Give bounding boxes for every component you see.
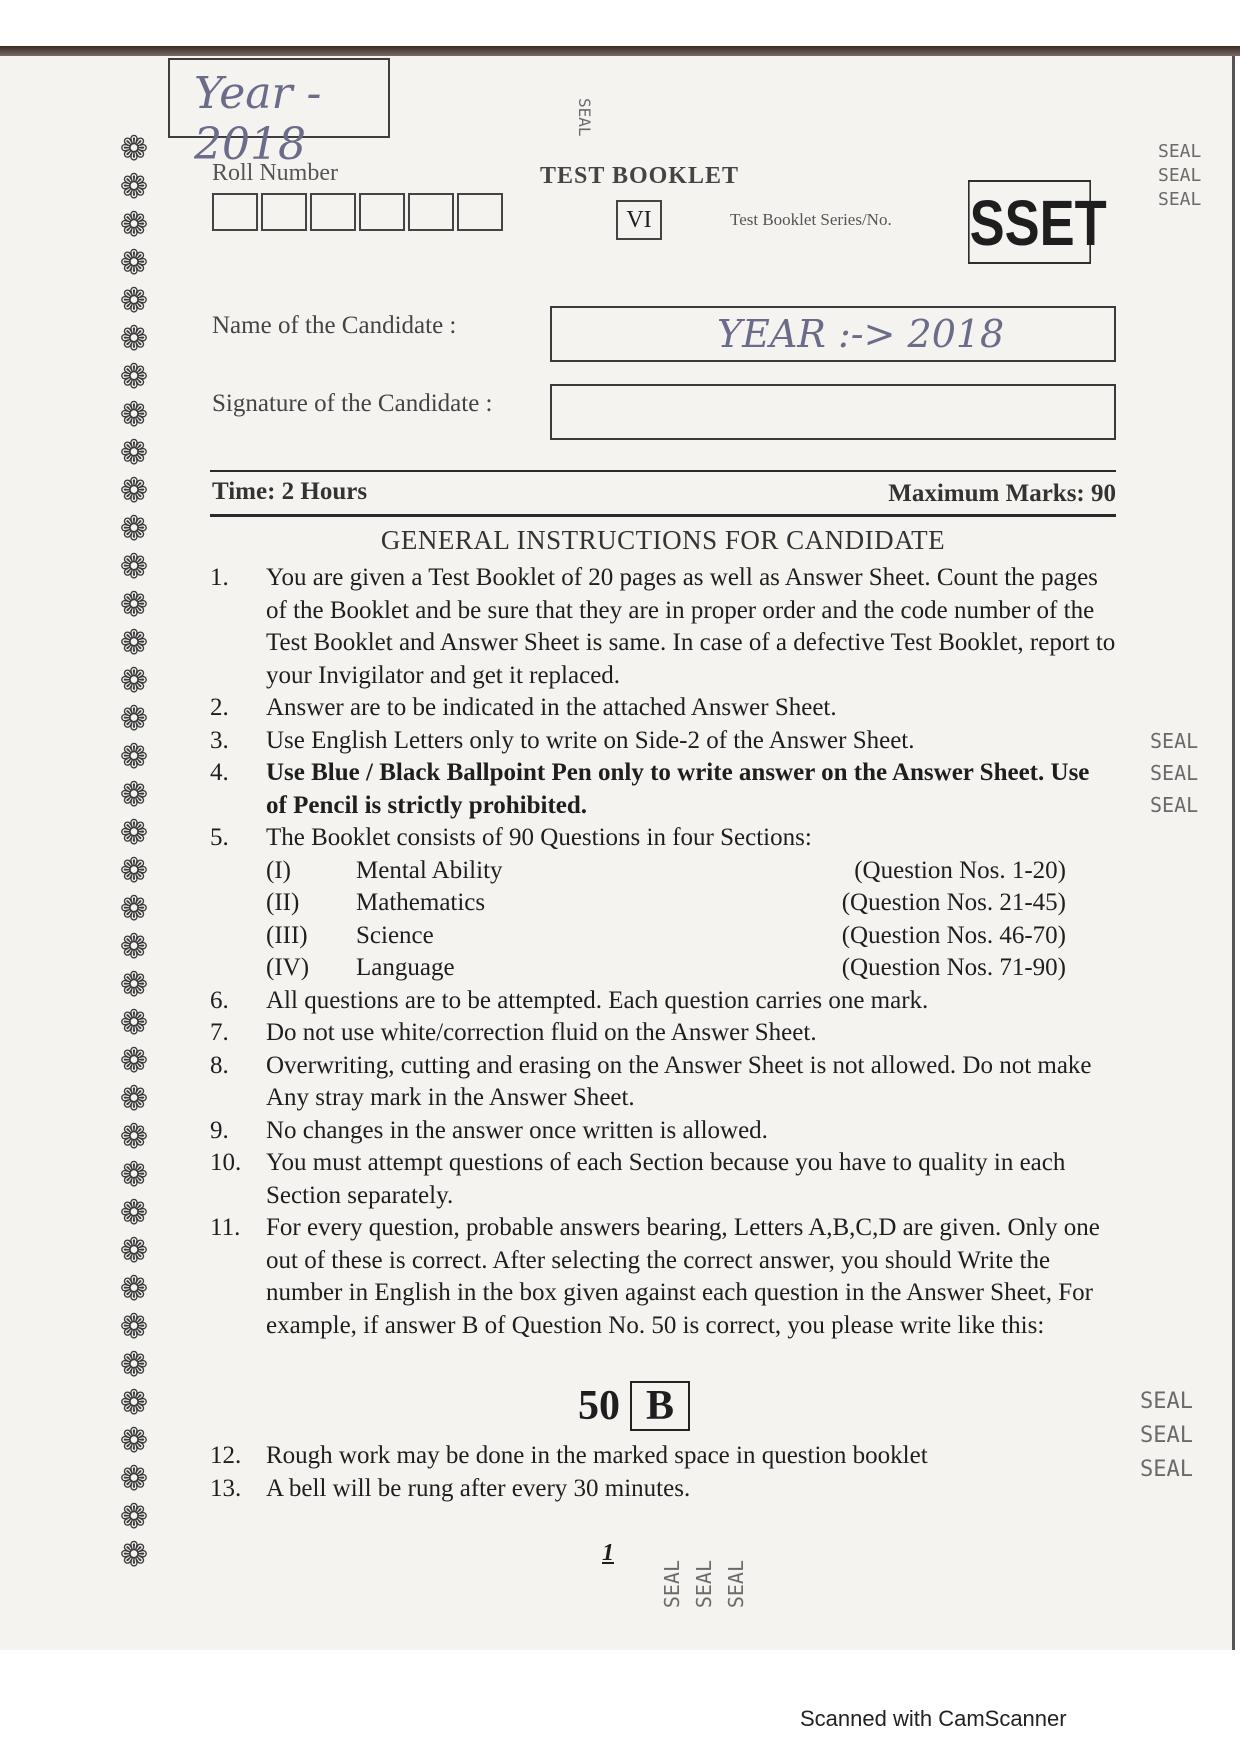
candidate-signature-label: Signature of the Candidate : [212,390,493,417]
roll-digit-box [408,193,454,231]
instruction-number: 4. [210,759,229,786]
instruction-number: 12. [210,1442,242,1469]
instruction-item [210,1050,1116,1115]
series-label: Test Booklet Series/No. [730,210,892,229]
instruction-number: 8. [210,1051,229,1079]
year-note: Year - 2018 [194,68,322,170]
roll-digit-box [212,193,258,231]
section-range: (Question Nos. 46-70) [841,921,1066,949]
example-answer-box: B [630,1381,690,1431]
instruction-number: 13. [210,1474,242,1502]
instruction-text: The Booklet consists of 90 Questions in four Sections: [266,824,812,851]
instruction-item [210,1473,1116,1506]
scan-margin-top [0,0,1240,48]
section-row [266,952,1066,985]
test-booklet-number: VI [616,200,662,240]
instruction-item [210,562,1116,692]
instruction-text: Overwriting, cutting and erasing on the Answer Sheet is not allowed. Do not make Any stray mark in the Answer Sheet. [266,1051,1092,1111]
instruction-text: Answer are to be indicated in the attached Answer Sheet. [266,694,837,721]
instruction-number: 3. [210,726,229,754]
instruction-item [210,1212,1116,1342]
instruction-item [210,757,1116,822]
instruction-item [210,1147,1116,1212]
example-question-number: 50 [578,1383,620,1429]
instruction-item [210,985,1116,1018]
instruction-item [210,725,1116,758]
instruction-number: 6. [210,986,229,1014]
section-row [266,887,1066,920]
roll-digit-box [310,193,356,231]
roll-number-label: Roll Number [212,160,338,186]
instruction-item [210,1115,1116,1148]
instruction-item [210,1440,1116,1473]
instruction-number: 11. [210,1214,241,1241]
instructions-list [210,562,1116,1342]
decorative-border: ❁ ❁ ❁ ❁ ❁ ❁ ❁ ❁ ❁ ❁ ❁ ❁ ❁ ❁ ❁ ❁ ❁ ❁ ❁ ❁ ❁ ❁ ❁ ❁ ❁ ❁ ❁ ❁ ❁ ❁ ❁ ❁ ❁ ❁ ❁ ❁ ❁ ❁ [119,130,149,1575]
instruction-text: Rough work may be done in the marked space in question booklet [266,1442,928,1469]
section-range: (Question Nos. 1-20) [854,856,1066,884]
instructions-list-end [210,1440,1116,1505]
roll-digit-box [457,193,503,231]
instruction-text: No changes in the answer once written is allowed. [266,1116,768,1144]
section-name: Science [356,921,434,949]
section-numeral: (I) [266,856,291,884]
instruction-number: 5. [210,824,229,851]
seal-stamp: SEAL SEAL SEAL [1140,1389,1193,1482]
instruction-text: A bell will be rung after every 30 minutes. [266,1474,691,1502]
instruction-item [210,822,1116,855]
seal-stamp-vertical: SEAL [575,98,594,137]
page-top-edge [0,46,1240,56]
section-row [266,920,1066,953]
instruction-number: 7. [210,1019,229,1046]
section-row [266,855,1066,888]
instruction-text: Use English Letters only to write on Side-2 of the Answer Sheet. [266,726,915,754]
candidate-name-label: Name of the Candidate : [212,312,457,339]
divider-bottom [210,514,1116,517]
candidate-name-field [550,306,1116,362]
section-range: (Question Nos. 71-90) [841,954,1066,981]
sections-table [266,855,1066,985]
instruction-number: 10. [210,1149,242,1176]
candidate-signature-field [550,384,1116,440]
scanner-watermark: Scanned with CamScanner [800,1706,1067,1731]
section-numeral: (IV) [266,954,310,981]
instruction-text: Use Blue / Black Ballpoint Pen only to write answer on the Answer Sheet. Use of Pencil is strictly prohibited. [266,759,1090,819]
answer-example [578,1381,690,1431]
instruction-text: You are given a Test Booklet of 20 pages as well as Answer Sheet. Count the pages of the Booklet and be sure that they are in proper order and the code number of the Test Booklet and Answer Sheet is same. In case of a defective Test Booklet, report to your Invigilator and get it replaced. [266,564,1116,689]
seal-stamp-vertical: SEAL SEAL SEAL [660,1560,748,1609]
instruction-text: For every question, probable answers bearing, Letters A,B,C,D are given. Only one out of these is correct. After selecting the correct answer, you should Write the number in English in the box given against each question in the Answer Sheet, For example, if answer B of Question No. 50 is correct, you please write like this: [266,1214,1100,1339]
instruction-item [210,692,1116,725]
page-number: 1 [602,1540,614,1566]
instructions-title: GENERAL INSTRUCTIONS FOR CANDIDATE [380,525,946,555]
series-value: SSET [968,180,1091,264]
section-range: (Question Nos. 21-45) [841,889,1066,916]
year-note-box [168,58,390,170]
section-name: Mental Ability [356,856,503,884]
seal-stamp: SEAL SEAL SEAL [1158,141,1202,210]
maximum-marks: Maximum Marks: 90 [888,480,1116,507]
instruction-number: 2. [210,694,229,721]
divider-top [210,470,1116,472]
instruction-text: You must attempt questions of each Section because you have to quality in each Section separately. [266,1149,1066,1209]
roll-digit-box [261,193,307,231]
instruction-item [210,1017,1116,1050]
roll-digit-box [359,193,405,231]
seal-stamp: SEAL SEAL SEAL [1150,729,1199,817]
instruction-number: 1. [210,564,229,591]
section-numeral: (II) [266,889,300,916]
instruction-text: Do not use white/correction fluid on the Answer Sheet. [266,1019,817,1046]
section-numeral: (III) [266,921,308,949]
instruction-number: 9. [210,1116,229,1144]
roll-number-boxes [212,193,506,231]
instruction-text: All questions are to be attempted. Each question carries one mark. [266,986,929,1014]
section-name: Mathematics [356,889,486,916]
section-name: Language [356,954,455,981]
exam-time: Time: 2 Hours [212,478,368,505]
candidate-name-value: YEAR :-> 2018 [717,312,1005,356]
test-booklet-label: TEST BOOKLET [540,163,739,189]
